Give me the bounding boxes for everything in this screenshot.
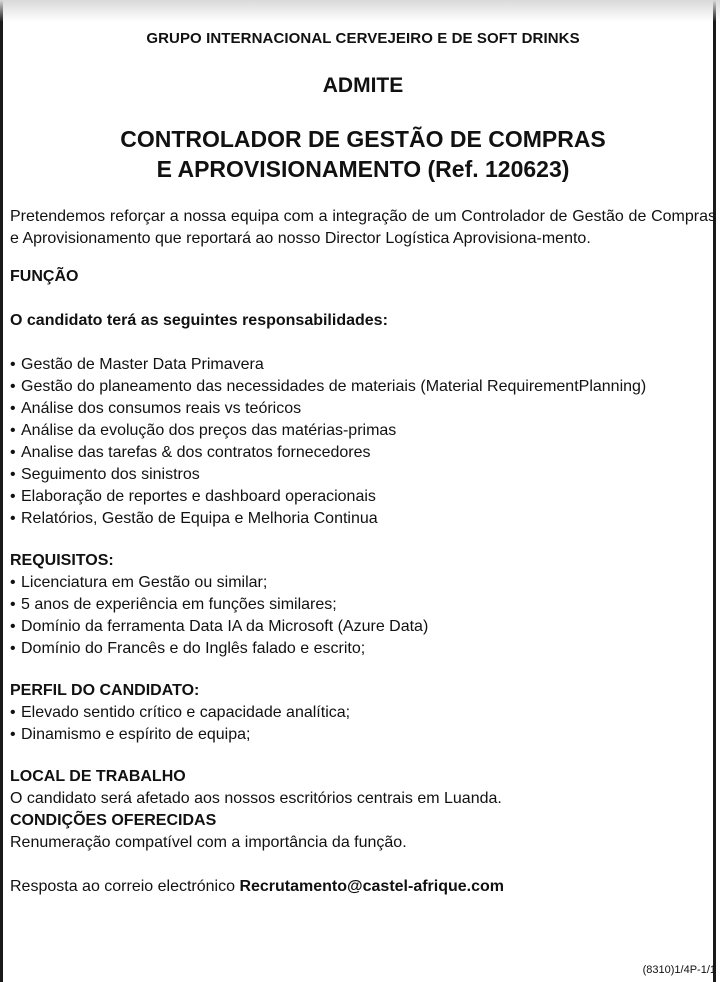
response-line: [10, 876, 716, 898]
responsibilities-subheading: O candidato terá as seguintes responsabilidades:: [10, 312, 388, 329]
company-name: GRUPO INTERNACIONAL CERVEJEIRO E DE SOFT DRINKS: [146, 30, 580, 47]
footer-reference: (8310)1/4P-1/1: [642, 964, 716, 976]
perfil-heading: PERFIL DO CANDIDATO:: [10, 682, 200, 699]
list-item: • Gestão de Master Data Primavera: [10, 354, 716, 376]
list-item: • Analise das tarefas & dos contratos fornecedores: [10, 442, 716, 464]
job-title-line-2: E APROVISIONAMENTO (Ref. 120623): [156, 156, 570, 182]
list-item: • Dinamismo e espírito de equipa;: [10, 724, 716, 746]
list-item: • Seguimento dos sinistros: [10, 464, 716, 486]
job-title: [10, 124, 716, 184]
response-prefix: Resposta ao correio electrónico: [10, 878, 240, 895]
funcao-heading: FUNÇÃO: [10, 268, 79, 285]
list-item: • Relatórios, Gestão de Equipa e Melhoria Continua: [10, 508, 716, 530]
scan-top-shadow: [0, 0, 720, 22]
list-item: • Licenciatura em Gestão ou similar;: [10, 572, 716, 594]
condicoes-text: Renumeração compatível com a importância da função.: [10, 834, 407, 851]
requisitos-heading: REQUISITOS:: [10, 552, 114, 569]
list-item: • Elevado sentido crítico e capacidade analítica;: [10, 702, 716, 724]
list-item: • Domínio do Francês e do Inglês falado e escrito;: [10, 638, 716, 660]
responsibilities-list: [10, 354, 716, 530]
recruitment-email: Recrutamento@castel-afrique.com: [239, 878, 505, 895]
local-heading: LOCAL DE TRABALHO: [10, 768, 186, 785]
list-item: • Gestão do planeamento das necessidades de materiais (Material RequirementPlanning): [10, 376, 716, 398]
job-advertisement: [10, 30, 716, 898]
requirements-list: [10, 572, 716, 660]
profile-list: [10, 702, 716, 746]
list-item: • Domínio da ferramenta Data IA da Microsoft (Azure Data): [10, 616, 716, 638]
admite-heading: ADMITE: [322, 74, 404, 97]
job-title-line-1: CONTROLADOR DE GESTÃO DE COMPRAS: [120, 126, 606, 152]
local-text: O candidato será afetado aos nossos escritórios centrais em Luanda.: [10, 790, 502, 807]
list-item: • Análise da evolução dos preços das matérias-primas: [10, 420, 716, 442]
condicoes-heading: CONDIÇÕES OFERECIDAS: [10, 812, 217, 829]
list-item: • Análise dos consumos reais vs teóricos: [10, 398, 716, 420]
list-item: • 5 anos de experiência em funções similares;: [10, 594, 716, 616]
list-item: • Elaboração de reportes e dashboard operacionais: [10, 486, 716, 508]
intro-paragraph: Pretendemos reforçar a nossa equipa com a integração de um Controlador de Gestão de Compras e Aprovisionamento que reportará ao nosso Director Logística Aprovisiona-mento.: [10, 208, 716, 247]
